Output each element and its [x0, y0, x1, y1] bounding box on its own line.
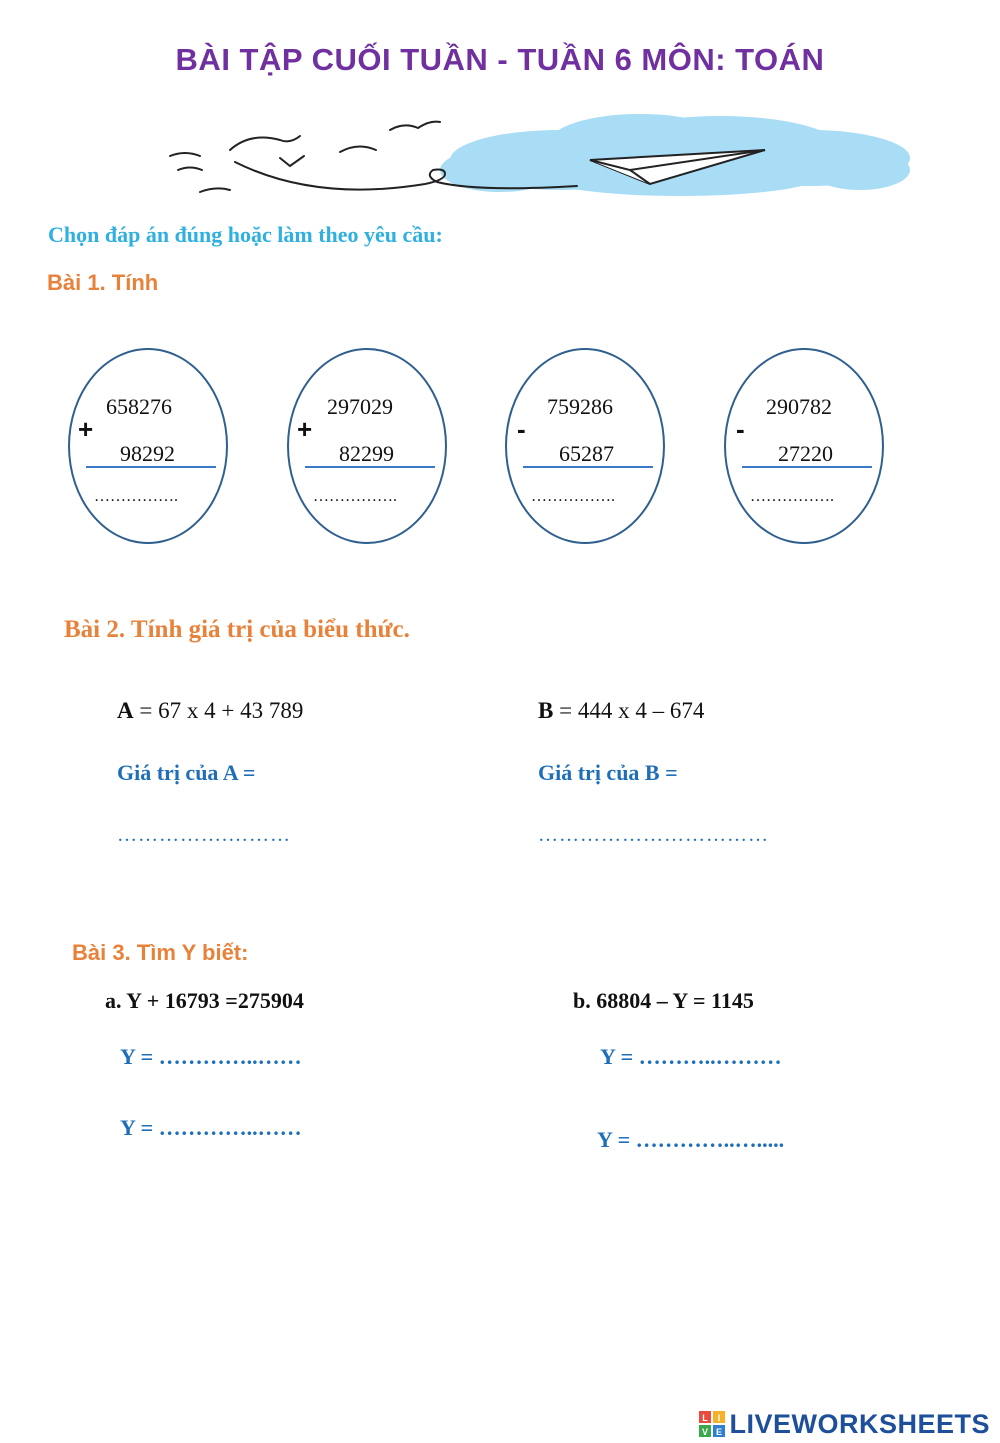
svg-text:L: L: [702, 1413, 709, 1423]
paper-plane-banner: [160, 112, 920, 202]
operand-top: 297029: [327, 394, 393, 419]
bird-icon: [170, 153, 200, 156]
problem-card-2: [287, 348, 447, 544]
liveworksheets-logo: [699, 1408, 990, 1440]
answer-b-blank[interactable]: ……………………………: [538, 824, 769, 846]
operand-top: 290782: [766, 394, 832, 419]
operand-top: 759286: [547, 394, 613, 419]
operand-bottom: 65287: [559, 441, 614, 466]
var-a: A: [117, 698, 134, 723]
answer-a-line-1[interactable]: Y = …………..……: [120, 1044, 302, 1069]
expr-a-text: = 67 x 4 + 43 789: [133, 698, 304, 723]
operand-bottom: 82299: [339, 441, 394, 466]
value-a-label: Giá trị của A =: [117, 760, 256, 785]
answer-a-line-2[interactable]: Y = …………..……: [120, 1115, 302, 1140]
underline: [305, 466, 435, 468]
var-b: B: [538, 698, 554, 723]
answer-a-blank[interactable]: …………….………: [117, 824, 291, 846]
value-b-label: Giá trị của B =: [538, 760, 678, 785]
bird-icon: [200, 188, 230, 192]
svg-text:I: I: [718, 1413, 721, 1423]
expr-b-text: = 444 x 4 – 674: [553, 698, 705, 723]
operator-sign: -: [736, 414, 745, 444]
equation-b: b. 68804 – Y = 1145: [573, 988, 754, 1013]
problem-card-3: [505, 348, 665, 544]
bird-icon: [280, 156, 304, 166]
page-title: BÀI TẬP CUỐI TUẦN - TUẦN 6 MÔN: TOÁN: [175, 42, 825, 77]
answer-b-line-2[interactable]: Y = …………..….....: [597, 1127, 785, 1152]
bai2-heading: Bài 2. Tính giá trị của biểu thức.: [64, 616, 410, 643]
brand-name: LIVEWORKSHEETS: [729, 1408, 990, 1439]
expression-a: [117, 698, 303, 724]
svg-text:V: V: [702, 1427, 709, 1437]
operator-sign: +: [78, 414, 94, 444]
equation-a: a. Y + 16793 =275904: [105, 988, 304, 1013]
problem-card-1: [68, 348, 228, 544]
underline: [86, 466, 216, 468]
lw-logo-icon: [699, 1411, 725, 1437]
operator-sign: -: [517, 414, 526, 444]
bird-icon: [178, 168, 202, 171]
bai1-heading: Bài 1. Tính: [47, 270, 159, 295]
answer-blank[interactable]: …………….: [94, 488, 178, 505]
operand-top: 658276: [106, 394, 172, 419]
operand-bottom: 98292: [120, 441, 175, 466]
operator-sign: +: [297, 414, 313, 444]
answer-b-line-1[interactable]: Y = ………..………: [600, 1044, 782, 1069]
bird-icon: [390, 122, 440, 130]
svg-text:E: E: [716, 1427, 723, 1437]
expression-b: [538, 698, 704, 724]
answer-blank[interactable]: …………….: [531, 488, 615, 505]
answer-blank[interactable]: …………….: [750, 488, 834, 505]
instruction-text: Chọn đáp án đúng hoặc làm theo yêu cầu:: [48, 222, 443, 247]
operand-bottom: 27220: [778, 441, 833, 466]
underline: [742, 466, 872, 468]
bai3-heading: Bài 3. Tìm Y biết:: [72, 940, 249, 965]
answer-blank[interactable]: …………….: [313, 488, 397, 505]
underline: [523, 466, 653, 468]
problem-card-4: [724, 348, 884, 544]
